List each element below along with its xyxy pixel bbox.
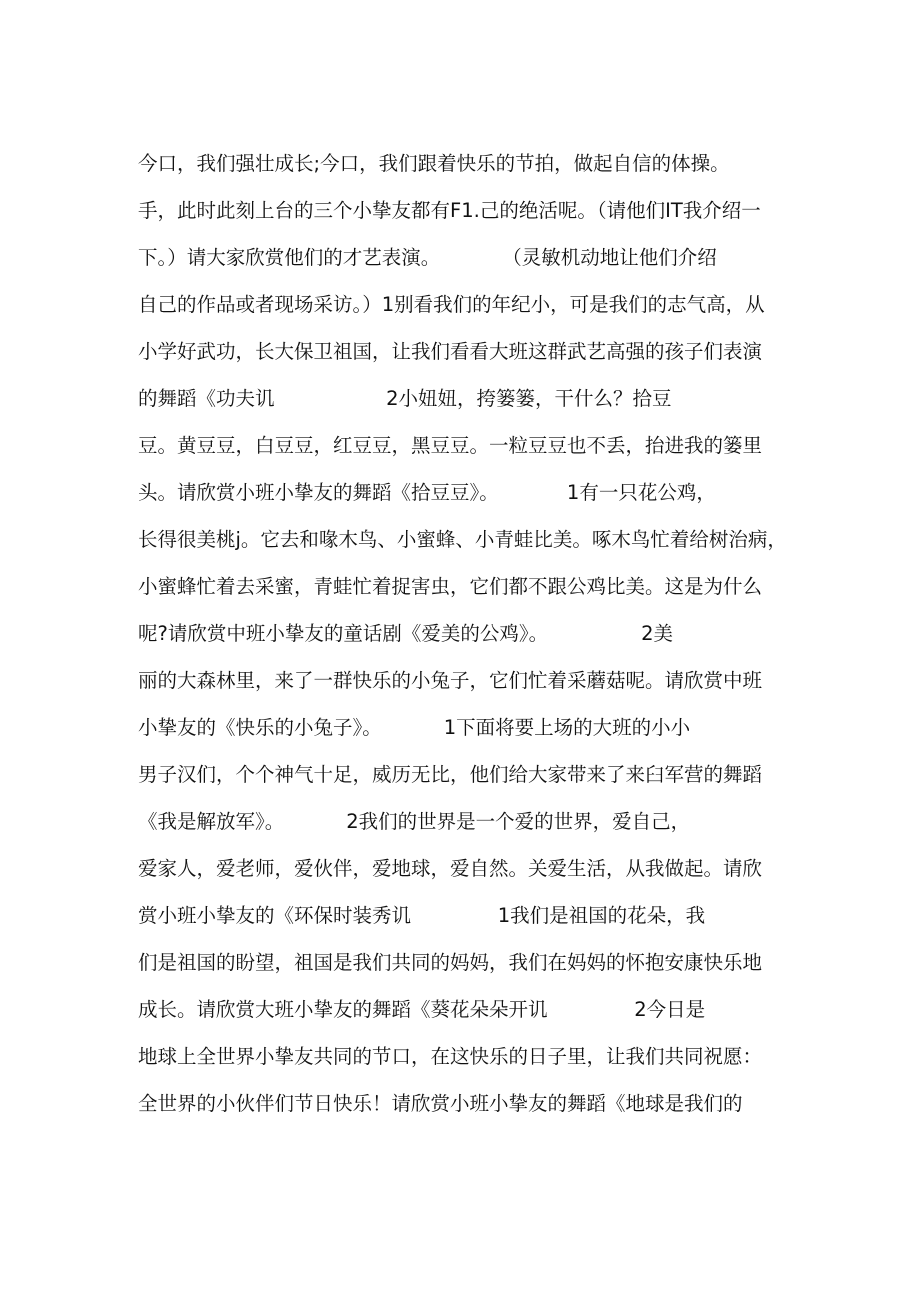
- text-line: 下。）请大家欣赏他们的才艺表演。 （灵敏机动地让他们介绍: [138, 246, 717, 269]
- text-line: 赏小班小挚友的《环保时装秀讥 1我们是祖国的花朵，我: [138, 904, 706, 927]
- text-line: 头。请欣赏小班小挚友的舞蹈《拾豆豆》。 1有一只花公鸡，: [138, 481, 716, 504]
- text-line: 小挚友的《快乐的小兔子》。 1下面将要上场的大班的小小: [138, 716, 691, 739]
- text-line: 成长。请欣赏大班小挚友的舞蹈《葵花朵朵开讥 2今日是: [138, 998, 706, 1021]
- text-line: 爱家人，爱老师，爱伙伴，爱地球，爱自然。关爱生活，从我做起。请欣: [138, 857, 763, 880]
- text-line: 长得很美桃j。它去和喙木鸟、小蜜蜂、小青蛙比美。啄木鸟忙着给树治病，: [138, 528, 787, 551]
- text-line: 的舞蹈《功夫讥 2小妞妞，挎篓篓，干什么？拾豆: [138, 387, 672, 410]
- text-line: 豆。黄豆豆，白豆豆，红豆豆，黑豆豆。一粒豆豆也不丢，抬进我的篓里: [138, 434, 763, 457]
- text-line: 自己的作品或者现场采访。）1别看我们的年纪小，可是我们的志气高，从: [138, 293, 765, 316]
- text-line: 《我是解放军》。 2我们的世界是一个爱的世界，爱自己，: [138, 810, 691, 833]
- text-line: 小蜜蜂忙着去采蜜，青蛙忙着捉害虫，它们都不跟公鸡比美。这是为什么: [138, 575, 763, 598]
- body-text: [138, 144, 788, 1131]
- text-line: 丽的大森林里，来了一群快乐的小兔子，它们忙着采蘑菇呢。请欣赏中班: [138, 669, 763, 692]
- text-line: 全世界的小伙伴们节日快乐！请欣赏小班小挚友的舞蹈《地球是我们的: [138, 1092, 743, 1115]
- text-line: 们是祖国的盼望，祖国是我们共同的妈妈，我们在妈妈的怀抱安康快乐地: [138, 951, 763, 974]
- text-line: 手，此时此刻上台的三个小挚友都有F1.己的绝活呢。（请他们IT我介绍一: [138, 199, 761, 222]
- text-line: 男子汉们，个个神气十足，威历无比，他们给大家带来了来臼军营的舞蹈: [138, 763, 763, 786]
- text-line: 今口，我们强壮成长;今口，我们跟着快乐的节拍，做起自信的体操。: [138, 152, 730, 175]
- text-line: 地球上全世界小挚友共同的节口，在这快乐的日子里，让我们共同祝愿：: [138, 1045, 763, 1068]
- text-line: 小学好武功，长大保卫祖国，让我们看看大班这群武艺高强的孩子们表演: [138, 340, 763, 363]
- text-line: 呢?请欣赏中班小挚友的童话剧《爱美的公鸡》。 2美: [138, 622, 673, 645]
